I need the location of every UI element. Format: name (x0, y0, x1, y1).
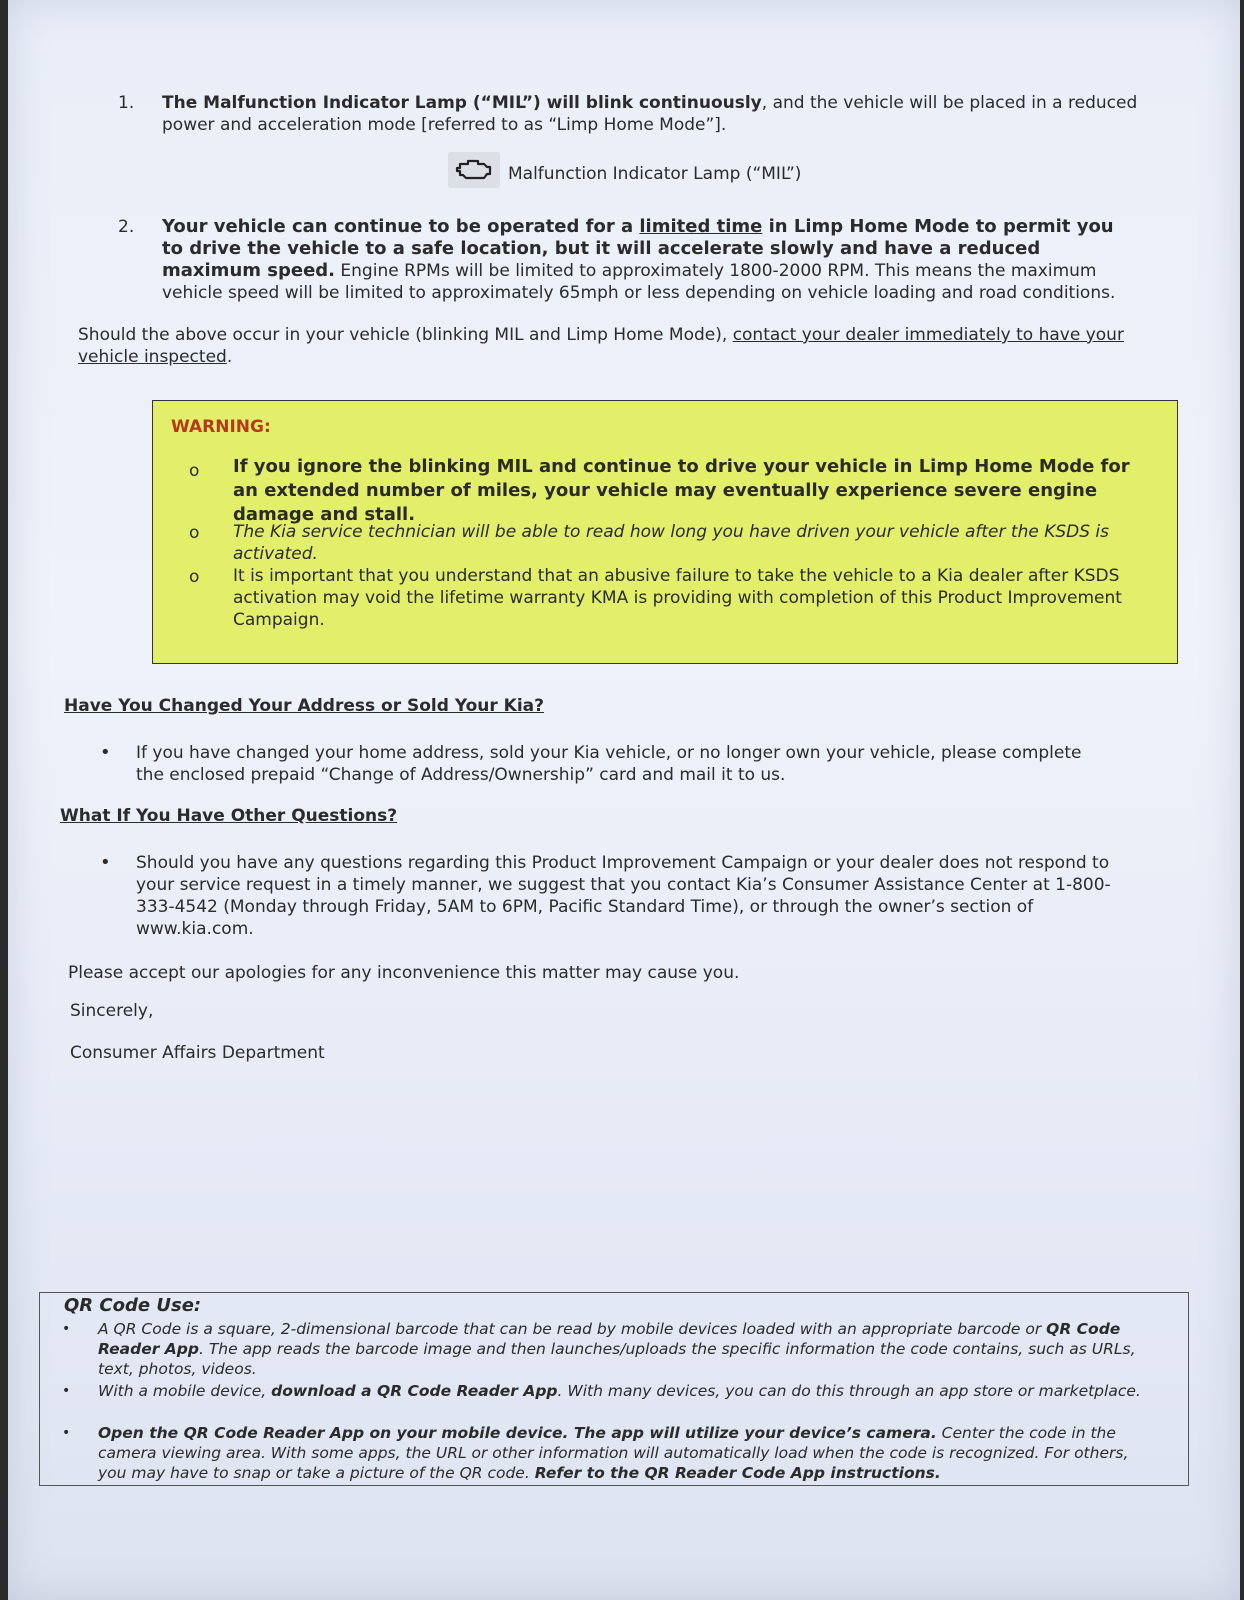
numbered-item-1 (118, 92, 1138, 136)
mil-legend (448, 152, 801, 188)
qr-title: QR Code Use: (64, 1295, 202, 1316)
qr-item-bold: QR Code Reader App (98, 1320, 1121, 1358)
address-heading: Have You Changed Your Address or Sold Your Kia? (64, 696, 545, 716)
qr-item-text: A QR Code is a square, 2-dimensional barcode that can be read by mobile devices loaded with an appropriate barcode or (98, 1320, 1047, 1338)
warning-bullet: o (189, 523, 200, 543)
qr-item-bold-end: Refer to the QR Reader Code App instructions. (534, 1464, 941, 1482)
item-bold-text: The Malfunction Indicator Lamp (“MIL”) will blink continuously (162, 93, 762, 113)
list-bullet: • (62, 1383, 71, 1399)
paragraph-text: Should the above occur in your vehicle (blinking MIL and Limp Home Mode), (78, 325, 733, 345)
warning-bullet: o (189, 461, 200, 481)
paragraph-underlined-text: contact your dealer immediately to have your vehicle inspected (78, 325, 1124, 367)
list-bullet: • (100, 852, 111, 873)
qr-item-3 (98, 1423, 1158, 1483)
sincerely-text: Sincerely, (70, 1001, 154, 1021)
qr-item-1 (98, 1319, 1158, 1379)
paragraph-end: . (226, 347, 233, 367)
signature-text: Consumer Affairs Department (70, 1043, 325, 1063)
mil-caption: Malfunction Indicator Lamp (“MIL”) (508, 164, 802, 184)
item-bold-text-cont: in Limp Home Mode to permit you to drive the vehicle to a safe location, but it will accelerate slowly and have a reduced maximum speed. (162, 216, 1114, 281)
warning-item-1: If you ignore the blinking MIL and continue to drive your vehicle in Limp Home Mode for an extended number of miles, your vehicle may eventually experience severe engine damage and stall. (233, 456, 1130, 525)
item-text: Engine RPMs will be limited to approximately 1800-2000 RPM. This means the maximum vehicle speed will be limited to approximately 65mph or less depending on vehicle loading and road conditions. (162, 261, 1116, 303)
item-body (162, 92, 1138, 136)
qr-item-text-cont: . With many devices, you can do this through an app store or marketplace. (557, 1382, 1141, 1400)
letter-page (8, 0, 1240, 1600)
address-text: If you have changed your home address, sold your Kia vehicle, or no longer own your vehicle, please complete the enclosed prepaid “Change of Address/Ownership” card and mail it to us. (136, 743, 1082, 785)
item-bold-text: Your vehicle can continue to be operated for a (162, 216, 640, 237)
qr-item-text-cont: . The app reads the barcode image and then launches/uploads the specific information the code contains, such as URLs, text, photos, videos. (98, 1340, 1136, 1378)
item-text: , and the vehicle will be placed in a reduced power and acceleration mode [referred to as “Limp Home Mode”]. (162, 93, 1138, 135)
list-bullet: • (100, 742, 111, 763)
warning-box (152, 400, 1178, 664)
qr-item-text: With a mobile device, (98, 1382, 272, 1400)
item-bold-underlined-text: limited time (639, 216, 763, 237)
qr-item-text: Center the code in the camera viewing area. With some apps, the URL or other information will automatically load when the code is recognized. For others, you may have to snap or take a picture of the QR code. (98, 1424, 1129, 1482)
warning-bullet: o (189, 567, 200, 587)
qr-code-box (39, 1292, 1189, 1486)
list-bullet: • (62, 1321, 71, 1337)
item-number: 2. (118, 217, 135, 237)
warning-item-3: It is important that you understand that an abusive failure to take the vehicle to a Kia dealer after KSDS activation may void the lifetime warranty KMA is providing with completion of this Product Improvement Campaign. (233, 566, 1122, 630)
questions-heading: What If You Have Other Questions? (60, 806, 398, 826)
engine-check-icon (448, 152, 500, 188)
qr-item-bold: download a QR Code Reader App (271, 1382, 558, 1400)
questions-text: Should you have any questions regarding this Product Improvement Campaign or your dealer does not respond to your service request in a timely manner, we suggest that you contact Kia’s Consumer Assistance Center at 1-800-333-4542 (Monday through Friday, 5AM to 6PM, Pacific Standard Time), or through the owner’s section of www.kia.com. (136, 853, 1111, 939)
item-number: 1. (118, 93, 135, 113)
instruction-paragraph (78, 324, 1168, 368)
qr-item-2 (98, 1381, 1158, 1401)
list-bullet: • (62, 1425, 71, 1441)
qr-item-bold: Open the QR Code Reader App on your mobile device. The app will utilize your device’s camera. (98, 1424, 937, 1442)
item-body (162, 216, 1138, 304)
warning-item-2: The Kia service technician will be able to read how long you have driven your vehicle after the KSDS is activated. (233, 522, 1110, 564)
apology-text: Please accept our apologies for any inconvenience this matter may cause you. (68, 963, 740, 983)
numbered-item-2 (118, 216, 1138, 304)
warning-title: WARNING: (171, 417, 271, 437)
